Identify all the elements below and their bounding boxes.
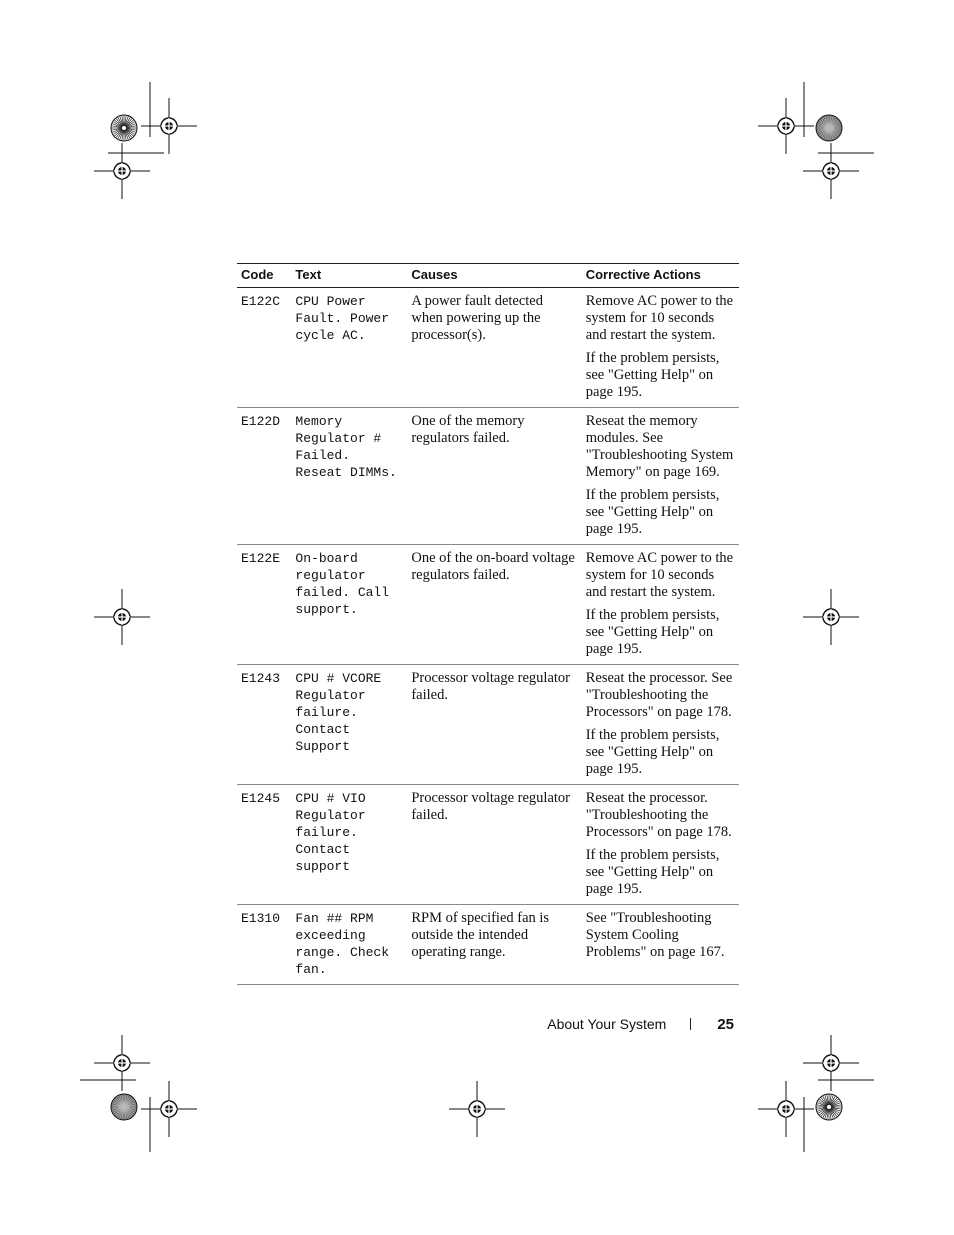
table-row (237, 545, 739, 665)
cell-text: On-board regulator failed. Call support. (291, 545, 407, 665)
header-causes: Causes (407, 264, 581, 288)
corrective-action-paragraph: Remove AC power to the system for 10 seconds and restart the system. (585, 293, 734, 343)
corrective-action-paragraph: If the problem persists, see "Getting Help" on page 195. (585, 727, 720, 777)
footer-section-title: About Your System (547, 1016, 667, 1032)
starburst-center (827, 1105, 831, 1109)
cell-text: CPU # VIO Regulator failure. Contact support (291, 785, 407, 905)
cell-code: E122C (237, 288, 291, 408)
table-row (237, 665, 739, 785)
table-row (237, 288, 739, 408)
cell-causes: A power fault detected when powering up the processor(s). (407, 288, 581, 408)
corrective-action-paragraph: If the problem persists, see "Getting Help" on page 195. (585, 487, 720, 537)
corrective-action-paragraph: Reseat the memory modules. See "Troubleshooting System Memory" on page 169. (585, 413, 734, 480)
cell-code: E1243 (237, 665, 291, 785)
header-code: Code (237, 264, 291, 288)
cell-text: CPU Power Fault. Power cycle AC. (291, 288, 407, 408)
cell-corrective-actions (582, 288, 739, 408)
footer-separator (690, 1018, 691, 1030)
cell-causes: One of the on-board voltage regulators failed. (407, 545, 581, 665)
header-text: Text (291, 264, 407, 288)
cell-causes: One of the memory regulators failed. (407, 408, 581, 545)
cell-text: CPU # VCORE Regulator failure. Contact Support (291, 665, 407, 785)
error-code-table (237, 263, 739, 985)
header-corrective-actions: Corrective Actions (582, 264, 739, 288)
corrective-action-paragraph: Reseat the processor. See "Troubleshooting the Processors" on page 178. (585, 670, 733, 720)
cell-code: E122E (237, 545, 291, 665)
cell-corrective-actions (582, 785, 739, 905)
cell-code: E122D (237, 408, 291, 545)
cell-causes: Processor voltage regulator failed. (407, 785, 581, 905)
cell-code: E1310 (237, 905, 291, 985)
table-row (237, 905, 739, 985)
corrective-action-paragraph: If the problem persists, see "Getting Help" on page 195. (585, 350, 720, 400)
table-header-row (237, 264, 739, 288)
table-row (237, 785, 739, 905)
corrective-action-paragraph: If the problem persists, see "Getting Help" on page 195. (585, 847, 720, 897)
cell-corrective-actions (582, 545, 739, 665)
corrective-action-paragraph: Reseat the processor. "Troubleshooting the Processors" on page 178. (585, 790, 732, 840)
cell-code: E1245 (237, 785, 291, 905)
corrective-action-paragraph: If the problem persists, see "Getting Help" on page 195. (585, 607, 720, 657)
corrective-action-paragraph: See "Troubleshooting System Cooling Problems" on page 167. (585, 910, 725, 960)
starburst-center (122, 126, 126, 130)
cell-causes: RPM of specified fan is outside the intended operating range. (407, 905, 581, 985)
cell-corrective-actions (582, 665, 739, 785)
cell-text: Fan ## RPM exceeding range. Check fan. (291, 905, 407, 985)
cell-corrective-actions (582, 905, 739, 985)
page-footer (547, 1014, 734, 1034)
cell-text: Memory Regulator # Failed. Reseat DIMMs. (291, 408, 407, 545)
page-number: 25 (717, 1015, 734, 1033)
cell-corrective-actions (582, 408, 739, 545)
corrective-action-paragraph: Remove AC power to the system for 10 seconds and restart the system. (585, 550, 734, 600)
cell-causes: Processor voltage regulator failed. (407, 665, 581, 785)
table-row (237, 408, 739, 545)
